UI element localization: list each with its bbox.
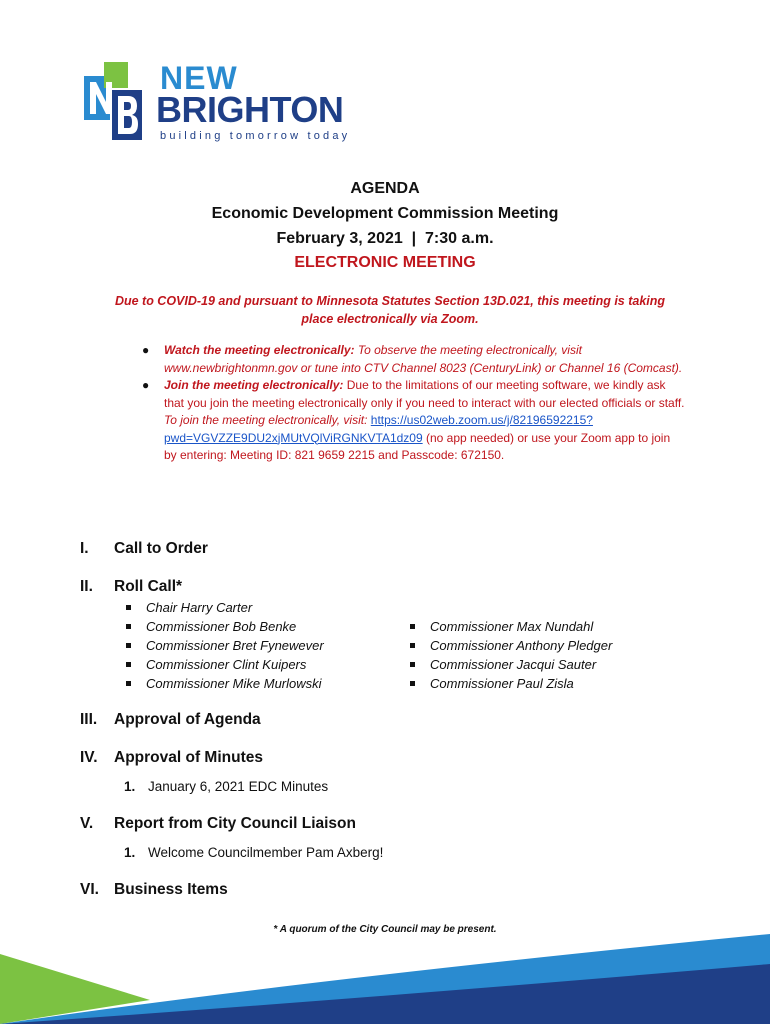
electronic-meeting-heading: ELECTRONIC MEETING [294, 254, 476, 271]
covid-notice: Due to COVID-19 and pursuant to Minnesota Statutes Section 13D.021, this meeting is taking place electronically via Zoom. [114, 294, 666, 326]
section-number: V. [80, 815, 94, 832]
section-title: Approval of Minutes [114, 749, 263, 766]
list-item: Commissioner Jacqui Sauter [408, 655, 612, 674]
section-number: IV. [80, 749, 98, 766]
section-title: Roll Call* [114, 578, 183, 595]
bullet-dot-icon: ● [142, 378, 150, 392]
list-item: Commissioner Anthony Pledger [408, 636, 612, 655]
liaison-item: 1. Welcome Councilmember Pam Axberg! [124, 845, 384, 860]
square-bullet-icon [126, 643, 131, 648]
logo-word-brighton: BRIGHTON [156, 89, 344, 130]
section-title: Call to Order [114, 540, 208, 557]
agenda-title: AGENDA [350, 180, 420, 197]
watch-label: Watch the meeting electronically: [164, 343, 355, 357]
section-title: Report from City Council Liaison [114, 815, 356, 832]
list-item: Chair Harry Carter [124, 598, 324, 617]
roll-call-left-list [124, 598, 324, 693]
list-item-join [140, 377, 685, 465]
new-brighton-logo [84, 62, 354, 144]
zoom-link[interactable]: https://us02web.zoom.us/j/82196592215?pwd=VGVZZE9DU2xjMUtVQlViRGNKVTA1dz09 [164, 413, 593, 445]
square-bullet-icon [410, 643, 415, 648]
section-council-liaison [80, 815, 356, 833]
square-bullet-icon [126, 662, 131, 667]
list-item: Commissioner Clint Kuipers [124, 655, 324, 674]
square-bullet-icon [126, 605, 131, 610]
list-item: Commissioner Max Nundahl [408, 617, 612, 636]
join-label: Join the meeting electronically: [164, 378, 344, 392]
nb-monogram-icon [84, 62, 156, 142]
section-call-to-order [80, 540, 208, 558]
square-bullet-icon [126, 681, 131, 686]
watch-text: To observe the meeting electronically, visit www.newbrightonmn.gov or tune into CTV Channel 8023 (CenturyLink) or Channel 16 (Comcast). [164, 343, 683, 375]
join-after: (no app needed) or use your Zoom app to join by entering: Meeting ID: 821 9659 2215 and Passcode: 672150. [164, 430, 671, 462]
section-title: Approval of Agenda [114, 711, 261, 728]
section-number: III. [80, 711, 98, 728]
footer-wave-decoration [0, 920, 770, 1024]
square-bullet-icon [410, 624, 415, 629]
logo-word-new: NEW [160, 60, 238, 96]
section-approval-of-minutes [80, 749, 263, 767]
meeting-name: Economic Development Commission Meeting [211, 205, 559, 222]
square-bullet-icon [410, 681, 415, 686]
list-item-watch [140, 342, 685, 377]
join-italic: To join the meeting electronically, visit: [164, 413, 368, 427]
section-approval-of-agenda [80, 711, 261, 729]
list-item: Commissioner Mike Murlowski [124, 674, 324, 693]
section-number: II. [80, 578, 93, 595]
meeting-datetime: February 3, 2021 | 7:30 a.m. [276, 230, 494, 247]
meeting-access-list [140, 342, 685, 465]
bullet-dot-icon: ● [142, 343, 150, 357]
join-text: Due to the limitations of our meeting software, we kindly ask that you join the meeting electronically only if you need to interact with our elected officials or staff. [164, 378, 685, 410]
list-item: Commissioner Bret Fynewever [124, 636, 324, 655]
list-item: Commissioner Bob Benke [124, 617, 324, 636]
square-bullet-icon [410, 662, 415, 667]
section-title: Business Items [114, 881, 228, 898]
quorum-footnote: * A quorum of the City Council may be present. [273, 924, 497, 935]
section-number: VI. [80, 881, 99, 898]
logo-tagline: building tomorrow today [160, 130, 351, 142]
section-business-items [80, 881, 228, 899]
section-number: I. [80, 540, 89, 557]
section-roll-call [80, 578, 182, 596]
roll-call-right-list [408, 617, 612, 693]
minutes-item: 1. January 6, 2021 EDC Minutes [124, 779, 329, 794]
square-bullet-icon [126, 624, 131, 629]
list-item: Commissioner Paul Zisla [408, 674, 612, 693]
